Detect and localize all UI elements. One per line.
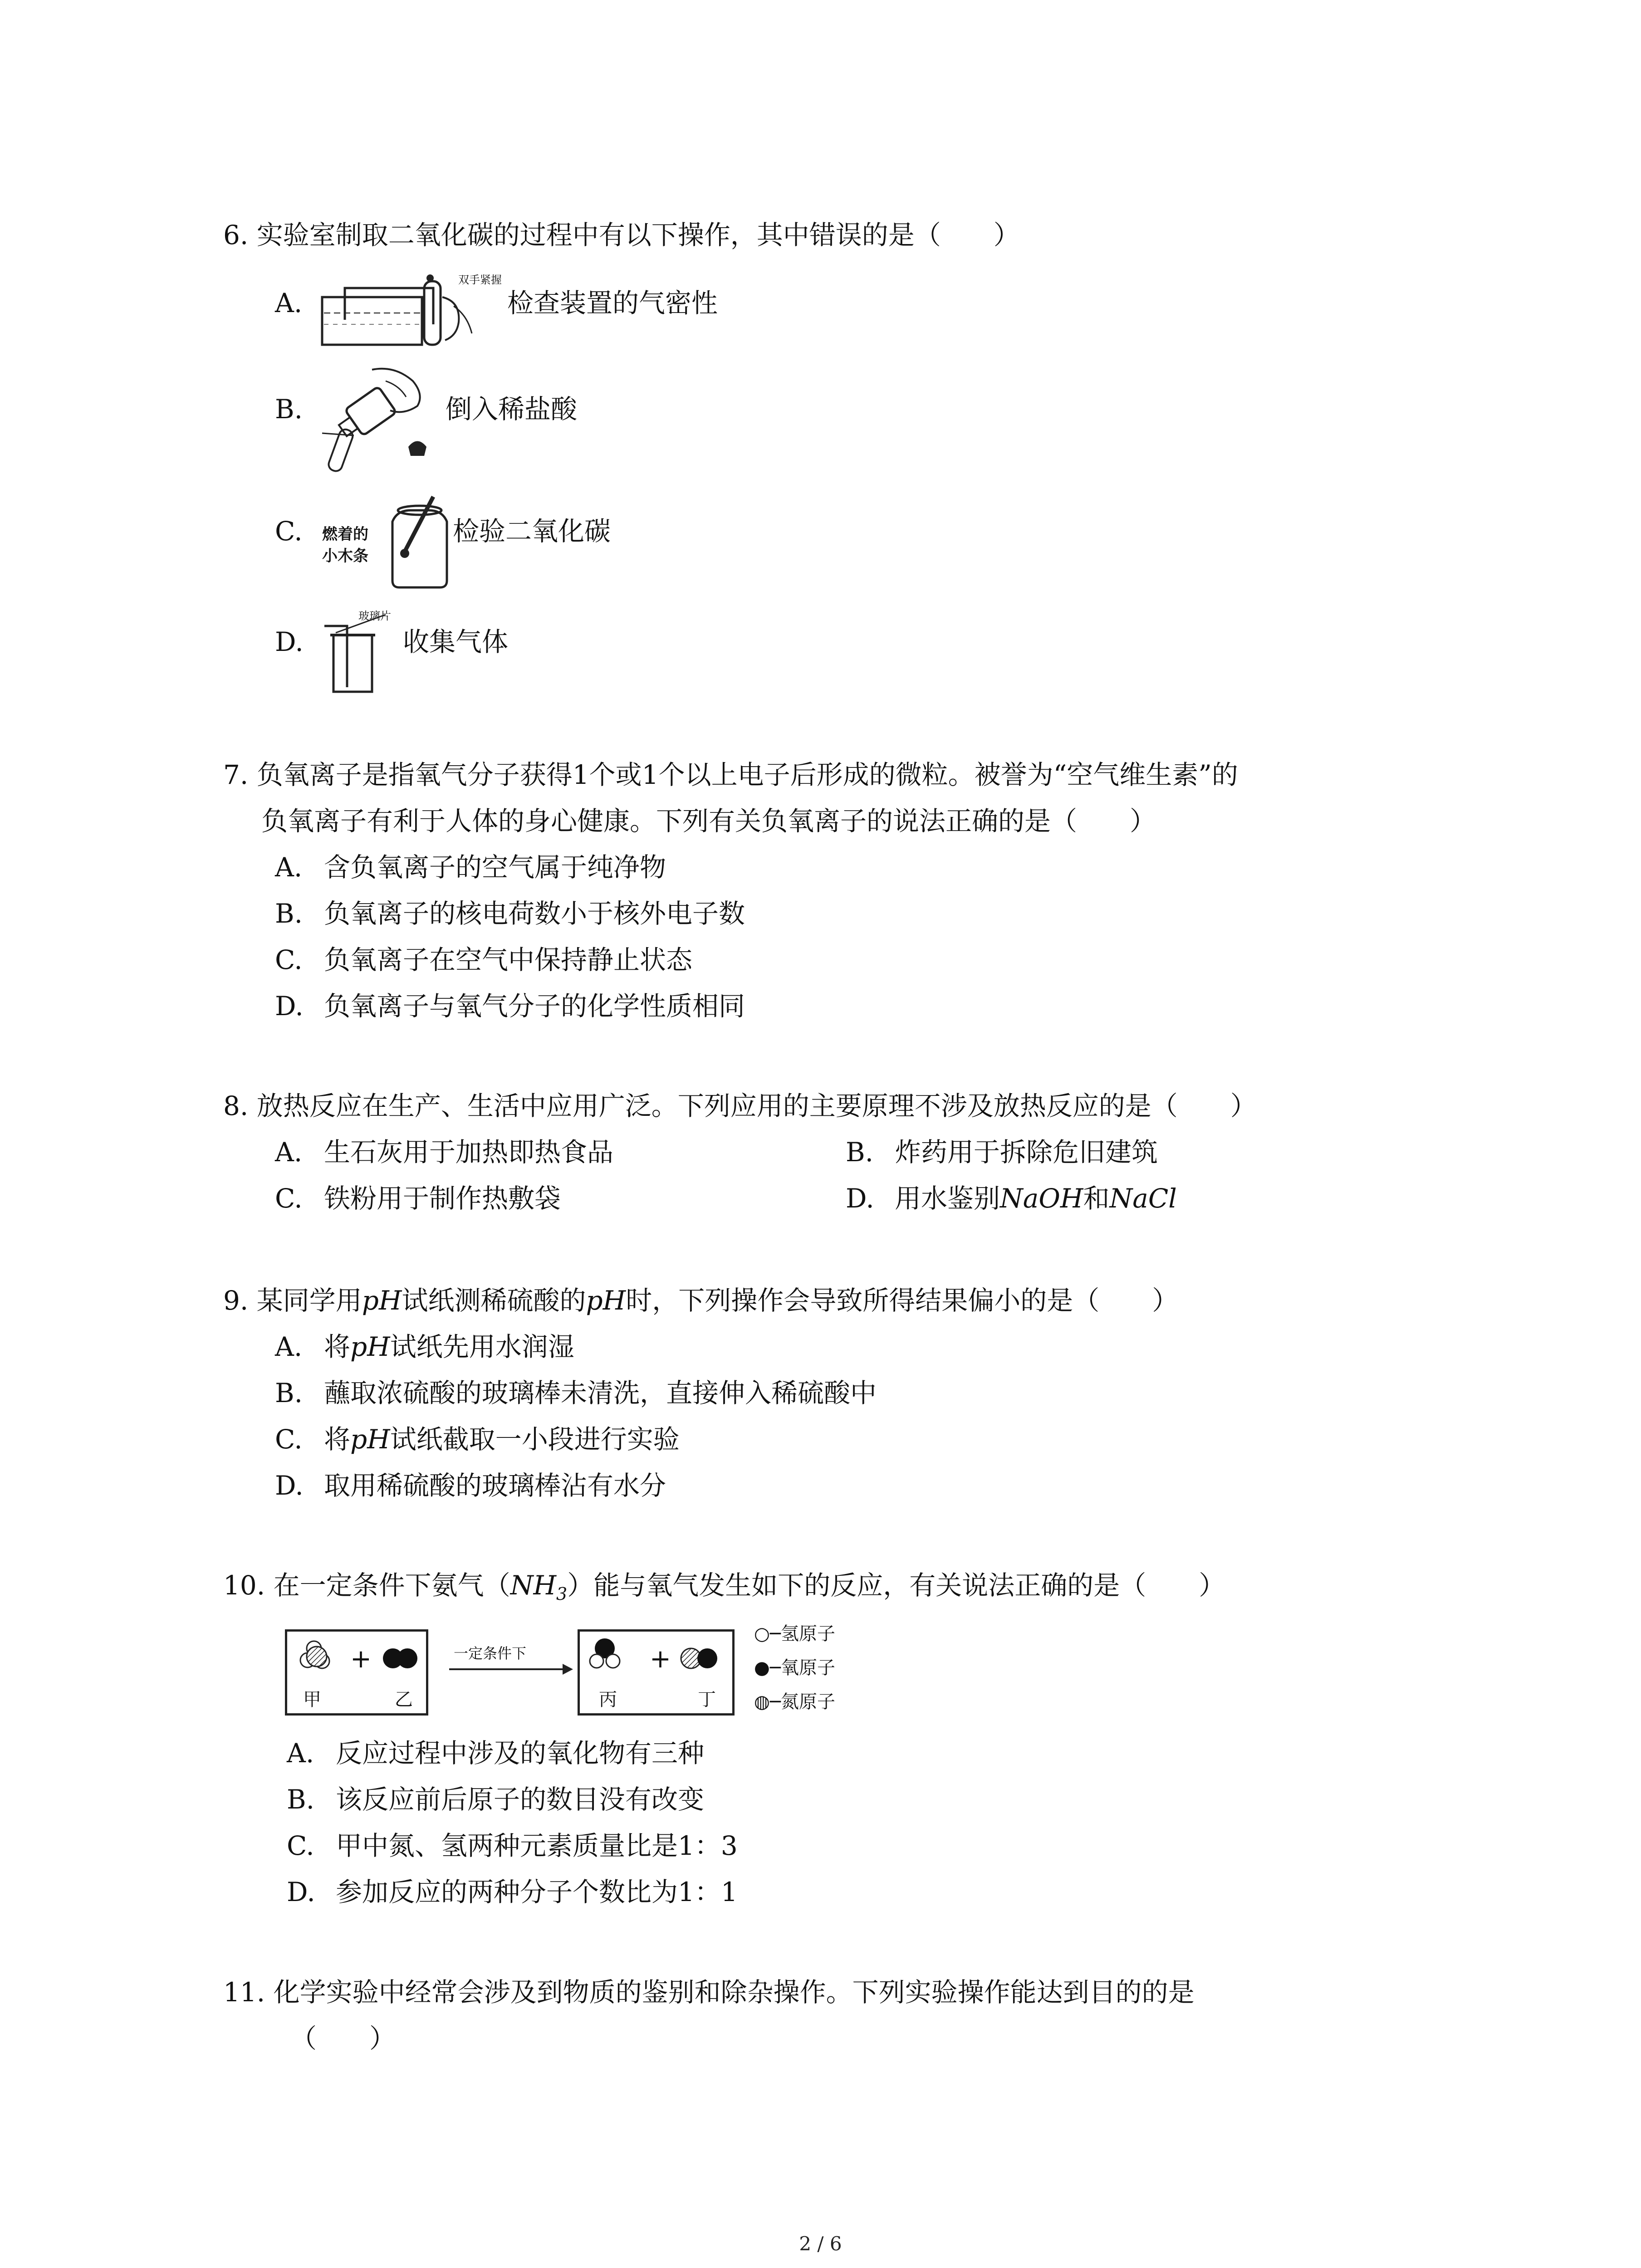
q9-stem-pre: 9. 某同学用 [223, 1285, 362, 1316]
q9-option-b-text: 蘸取浓硫酸的玻璃棒未清洗，直接伸入稀硫酸中 [324, 1378, 877, 1408]
q9-option-c-chem: pH [350, 1424, 390, 1455]
q10-option-a [287, 1735, 704, 1771]
q9-option-c-mark: C. [275, 1424, 303, 1455]
q9-option-c [275, 1421, 680, 1457]
q9-stem-chem-1: pH [362, 1285, 402, 1316]
label-ding: 丁 [698, 1689, 716, 1710]
legend-nitrogen: ◍─氮原子 [754, 1691, 835, 1712]
q6-stem: 6. 实验室制取二氧化碳的过程中有以下操作，其中错误的是（ ） [223, 220, 1020, 250]
q9-option-a-chem: pH [350, 1331, 390, 1362]
q9-stem-post: 时，下列操作会导致所得结果偏小的是（ ） [626, 1285, 1179, 1316]
q10-option-a-text: 反应过程中涉及的氧化物有三种 [336, 1738, 705, 1769]
q7-option-a-text: 含负氧离子的空气属于纯净物 [324, 852, 666, 883]
q8-option-d-text-pre: 用水鉴别 [895, 1183, 1000, 1214]
q6-c-figure-label-2: 小木条 [322, 547, 368, 565]
q8-option-b [846, 1134, 1158, 1170]
q6-option-c-mark: C. [275, 516, 303, 547]
q10-option-d [287, 1874, 738, 1910]
q10-stem-post: ）能与氧气发生如下的反应，有关说法正确的是（ ） [567, 1570, 1225, 1601]
q8-option-a [275, 1134, 613, 1170]
q10-option-d-text: 参加反应的两种分子个数比为1：1 [336, 1877, 738, 1907]
q9-option-a-mark: A. [275, 1331, 303, 1362]
q6-option-d-text: 收集气体 [403, 626, 509, 657]
q10-option-b-mark: B. [287, 1784, 315, 1815]
q8-option-d-text-mid: 和 [1083, 1183, 1110, 1214]
q6-d-figure-label: 玻璃片 [358, 610, 391, 622]
q10-option-b-text: 该反应前后原子的数目没有改变 [336, 1784, 705, 1815]
q6-option-a-text: 检查装置的气密性 [507, 288, 718, 318]
reactants-plus: + [350, 1644, 372, 1674]
q7-option-a [275, 849, 666, 885]
q7-option-b-text: 负氧离子的核电荷数小于核外电子数 [324, 898, 745, 929]
q7-option-c-mark: C. [275, 944, 303, 975]
label-bing: 丙 [599, 1689, 617, 1710]
q10-stem-sub: 3 [556, 1584, 568, 1604]
q7-option-d [275, 988, 745, 1024]
q6-option-b-text: 倒入稀盐酸 [446, 394, 578, 425]
q10-option-b [287, 1781, 704, 1818]
q8-option-c [275, 1180, 561, 1217]
q8-option-a-mark: A. [275, 1137, 303, 1168]
q6-option-b-mark: B. [275, 394, 303, 425]
q10-option-d-mark: D. [287, 1877, 315, 1907]
q10-option-c-text: 甲中氮、氢两种元素质量比是1：3 [336, 1830, 738, 1861]
q10-option-a-mark: A. [287, 1738, 314, 1769]
co2-test-figure [372, 490, 458, 590]
q10-stem [223, 1567, 1225, 1612]
q9-stem-chem-2: pH [586, 1285, 626, 1316]
q8-option-d [846, 1180, 1177, 1217]
q8-option-b-text: 炸药用于拆除危旧建筑 [895, 1137, 1158, 1168]
q7-option-d-text: 负氧离子与氧气分子的化学性质相同 [324, 991, 745, 1022]
q7-option-c-text: 负氧离子在空气中保持静止状态 [324, 944, 693, 975]
q9-option-c-text-post: 试纸截取一小段进行实验 [390, 1424, 680, 1455]
q7-option-d-mark: D. [275, 991, 304, 1022]
q7-option-a-mark: A. [275, 852, 303, 883]
q9-option-c-text-pre: 将 [324, 1424, 351, 1455]
legend-hydrogen: ○─氢原子 [754, 1623, 835, 1644]
q9-stem-mid: 试纸测稀硫酸的 [402, 1285, 586, 1316]
label-yi: 乙 [395, 1689, 413, 1710]
q9-option-a [275, 1329, 574, 1365]
q7-option-b-mark: B. [275, 898, 303, 929]
pour-acid-figure [318, 361, 436, 474]
label-jia: 甲 [303, 1689, 321, 1710]
q6-option-c-text: 检验二氧化碳 [453, 516, 611, 547]
q8-option-d-mark: D. [846, 1183, 874, 1214]
q9-stem [223, 1282, 1178, 1319]
q10-stem-pre: 10. 在一定条件下氨气（ [223, 1570, 510, 1601]
q7-option-c [275, 942, 692, 978]
q11-stem-line-1: 11. 化学实验中经常会涉及到物质的鉴别和除杂操作。下列实验操作能达到目的的是 [223, 1977, 1195, 2008]
q10-stem-chem: NH [510, 1570, 557, 1601]
q6-c-figure-label-1: 燃着的 [322, 525, 368, 543]
q7-stem-line-1: 7. 负氧离子是指氧气分子获得1个或1个以上电子后形成的微粒。被誉为“空气维生素”的 [223, 759, 1238, 790]
q8-option-d-chem-1: NaOH [1000, 1183, 1083, 1214]
q8-option-c-text: 铁粉用于制作热敷袋 [324, 1183, 561, 1214]
q8-option-b-mark: B. [846, 1137, 874, 1168]
q8-option-c-mark: C. [275, 1183, 303, 1214]
q11-stem-line-2: （ ） [290, 2023, 396, 2054]
q8-option-d-chem-2: NaCl [1109, 1183, 1177, 1214]
q9-option-a-text-post: 试纸先用水润湿 [390, 1331, 574, 1362]
q9-option-d-mark: D. [275, 1470, 304, 1501]
reaction-condition: 一定条件下 [454, 1645, 527, 1662]
q9-option-d-text: 取用稀硫酸的玻璃棒沾有水分 [324, 1470, 666, 1501]
q6-option-d-mark: D. [275, 626, 304, 657]
q8-option-a-text: 生石灰用于加热即热食品 [324, 1137, 614, 1168]
q7-option-b [275, 895, 745, 932]
q9-option-b [275, 1375, 877, 1411]
gas-collection-figure [318, 608, 390, 699]
reaction-arrow-icon [447, 1660, 574, 1678]
q10-option-c-mark: C. [287, 1830, 314, 1861]
q7-stem-line-2: 负氧离子有利于人体的身心健康。下列有关负氧离子的说法正确的是（ ） [261, 806, 1156, 836]
q9-option-a-text-pre: 将 [324, 1331, 351, 1362]
q9-option-b-mark: B. [275, 1378, 303, 1408]
q9-option-d [275, 1467, 666, 1504]
page-number: 2 / 6 [799, 2233, 842, 2255]
q10-option-c [287, 1828, 738, 1864]
legend-oxygen: ●─氧原子 [754, 1657, 835, 1678]
q6-option-a-mark: A. [275, 288, 303, 318]
products-plus: + [650, 1644, 671, 1674]
q6-a-figure-label: 双手紧握 [458, 274, 502, 286]
q8-stem: 8. 放热反应在生产、生活中应用广泛。下列应用的主要原理不涉及放热反应的是（ ） [223, 1090, 1257, 1121]
